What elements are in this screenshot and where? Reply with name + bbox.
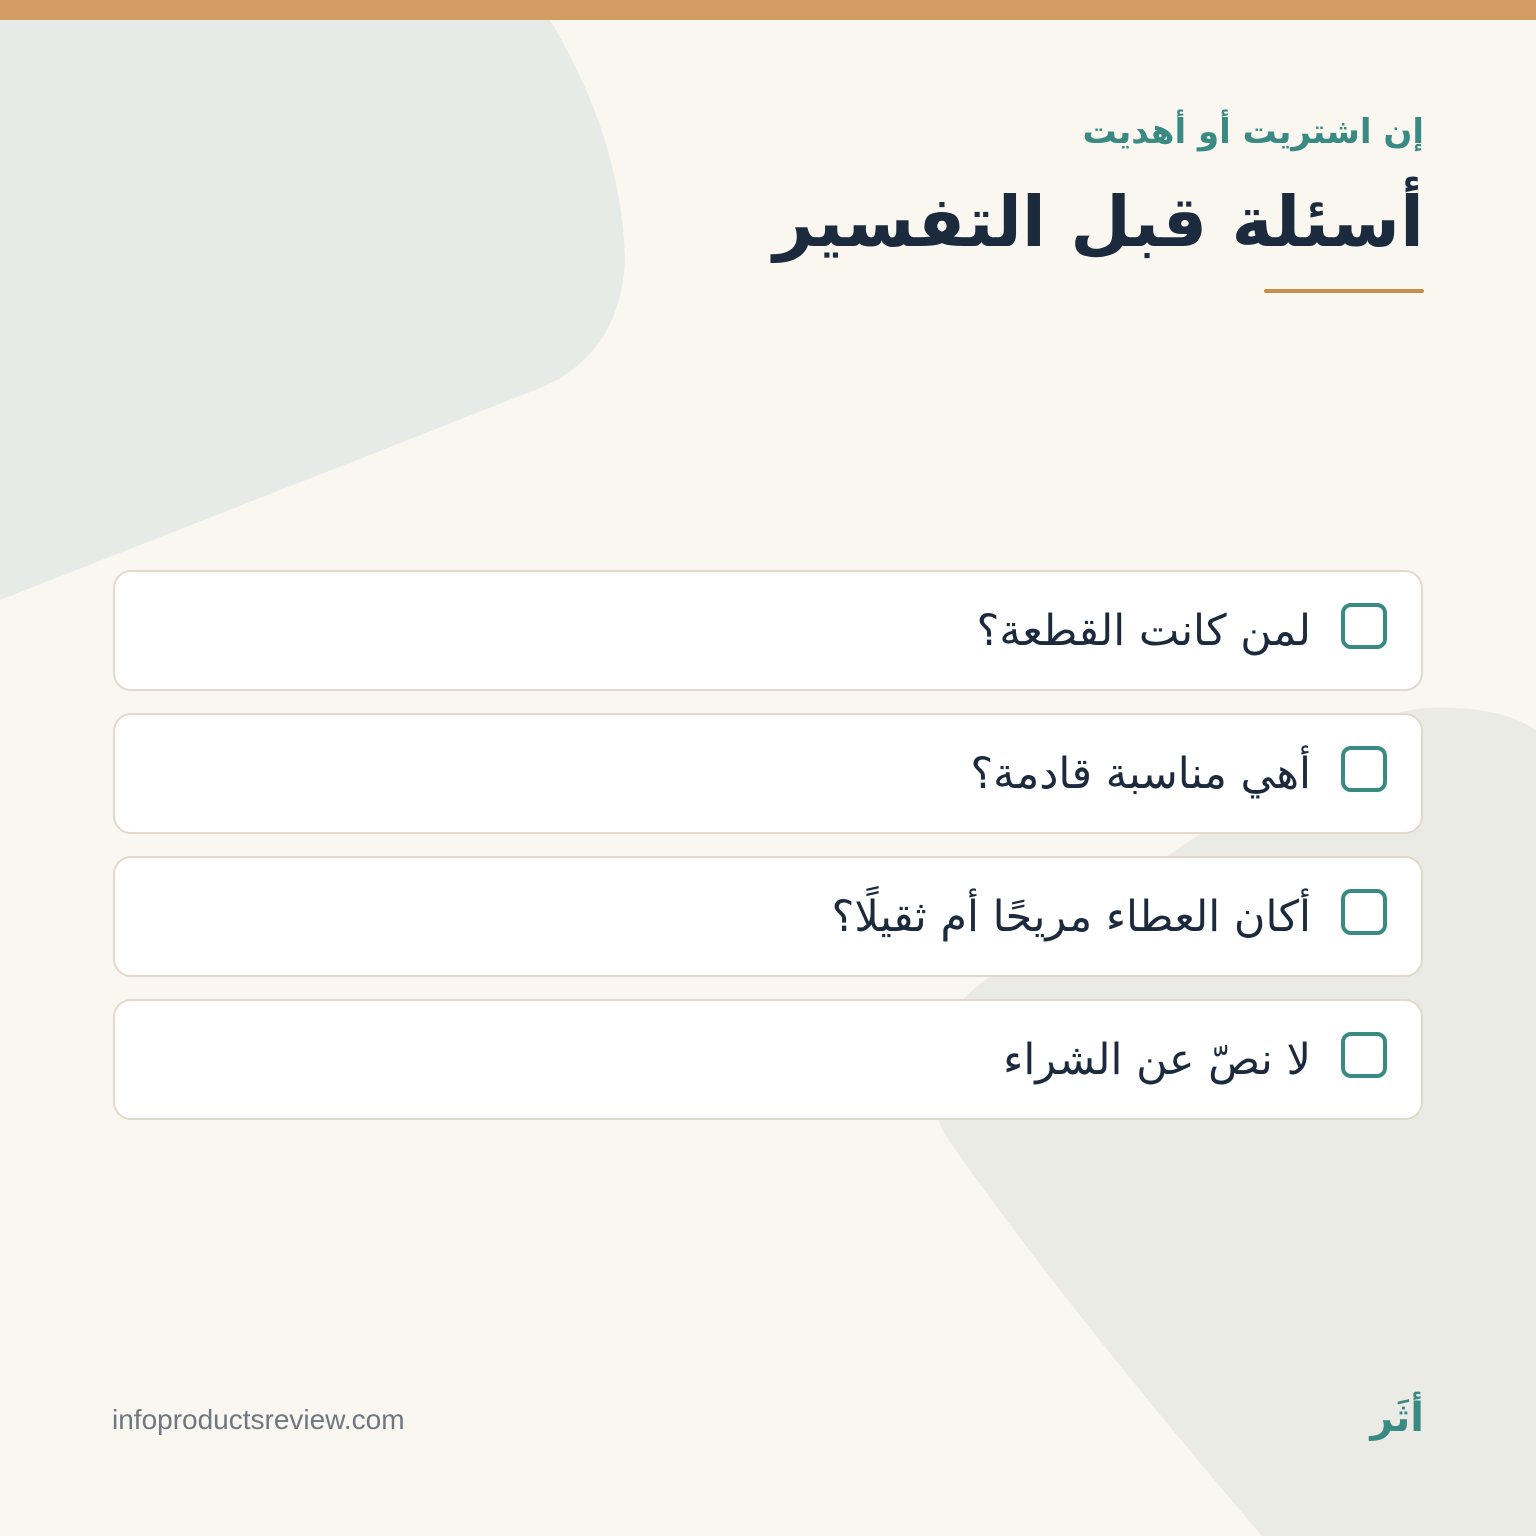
checklist — [113, 570, 1423, 1142]
checklist-item[interactable] — [113, 856, 1423, 977]
checkbox[interactable] — [1341, 889, 1387, 935]
title-divider — [1264, 289, 1424, 293]
checklist-item[interactable] — [113, 713, 1423, 834]
checklist-item-label: لا نصّ عن الشراء — [1003, 1034, 1311, 1085]
checklist-item[interactable] — [113, 570, 1423, 691]
kicker-text: إن اشتريت أو أهديت — [1082, 112, 1424, 152]
checklist-item[interactable] — [113, 999, 1423, 1120]
background-shape-top-left — [0, 20, 625, 600]
checklist-item-label: أكان العطاء مريحًا أم ثقيلًا؟ — [831, 891, 1311, 942]
footer-url: infoproductsreview.com — [112, 1404, 405, 1435]
page-title: أسئلة قبل التفسير — [773, 181, 1424, 263]
checklist-item-label: أهي مناسبة قادمة؟ — [970, 748, 1311, 799]
checkbox[interactable] — [1341, 746, 1387, 792]
checkbox[interactable] — [1341, 603, 1387, 649]
header — [524, 108, 1424, 270]
checklist-item-label: لمن كانت القطعة؟ — [976, 605, 1311, 656]
brand-logo: أثَر — [1370, 1395, 1424, 1441]
checkbox[interactable] — [1341, 1032, 1387, 1078]
